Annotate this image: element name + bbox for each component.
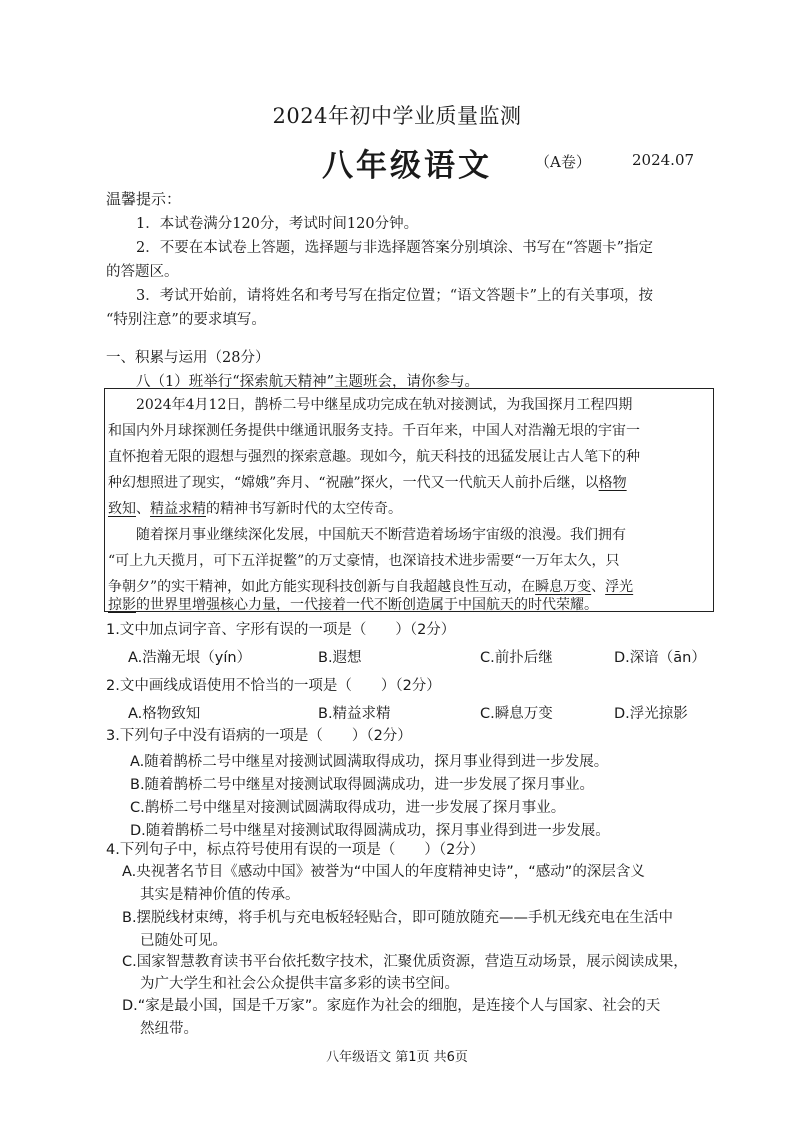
q2-option-c: C.瞬息万变 bbox=[480, 706, 553, 722]
question-2: 2.文中画线成语使用不恰当的一项是（ ）（2分） bbox=[106, 678, 441, 694]
q4-option-c-line-1: C.国家智慧教育读书平台依托数字技术，汇聚优质资源，营造互动场景，展示阅读成果， bbox=[122, 954, 688, 970]
subject-title: 八年级语文 bbox=[322, 148, 492, 184]
underlined-idiom-shunxiwanbian: 瞬息万变 bbox=[535, 579, 592, 595]
q2-option-b: B.精益求精 bbox=[318, 706, 391, 722]
q2-option-a: A.格物致知 bbox=[128, 706, 201, 722]
notice-item-2-line-2: 的答题区。 bbox=[106, 264, 179, 280]
q4-option-d-line-1: D.“家是最小国，国是千万家”。家庭作为社会的细胞，是连接个人与国家、社会的天 bbox=[122, 998, 661, 1014]
q3-option-b: B.随着鹊桥二号中继星对接测试取得圆满成功，进一步发展了探月事业。 bbox=[130, 777, 595, 793]
q4-option-b-line-2: 已随处可见。 bbox=[140, 933, 227, 949]
passage-line-4-text: 种幻想照进了现实，“嫦娥”奔月、“祝融”探火，一代又一代航天人前扑后继，以 bbox=[108, 475, 599, 491]
q2-option-d: D.浮光掠影 bbox=[614, 706, 688, 722]
q4-option-b-line-1: B.摆脱线材束缚，将手机与充电板轻轻贴合，即可随放随充——手机无线充电在生活中 bbox=[122, 910, 674, 926]
q1-option-d: D.深谙（ān） bbox=[614, 650, 706, 666]
passage-line-2: 和国内外月球探测任务提供中继通讯服务支持。千百年来，中国人对浩瀚无垠的宇宙一 bbox=[108, 423, 640, 439]
q4-option-a-line-2: 其实是精神价值的传承。 bbox=[140, 887, 300, 903]
exam-date: 2024.07 bbox=[632, 151, 695, 169]
underlined-idiom-gewuzhizhi-part2: 致知 bbox=[108, 501, 136, 517]
punctuation: 、 bbox=[136, 501, 150, 517]
q3-option-c: C.鹊桥二号中继星对接测试圆满取得成功，进一步发展了探月事业。 bbox=[130, 800, 566, 816]
q3-option-a: A.随着鹊桥二号中继星对接测试圆满取得成功，探月事业得到进一步发展。 bbox=[130, 754, 609, 770]
page-footer: 八年级语文 第1页 共6页 bbox=[326, 1050, 468, 1065]
passage-line-5 bbox=[108, 498, 402, 518]
passage-line-1: 2024年4月12日，鹊桥二号中继星成功完成在轨对接测试，为我国探月工程四期 bbox=[136, 397, 633, 413]
passage-line-7: “可上九天揽月，可下五洋捉鳖”的万丈豪情，也深谙技术进步需要“一万年太久，只 bbox=[108, 553, 620, 569]
section-1-heading: 一、积累与运用（28分） bbox=[106, 350, 270, 366]
notice-item-3-line-2: “特别注意”的要求填写。 bbox=[106, 312, 266, 328]
exam-title: 2024年初中学业质量监测 bbox=[272, 104, 522, 128]
section-1-intro: 八（1）班举行“探索航天精神”主题班会，请你参与。 bbox=[136, 374, 480, 390]
notice-item-1: 1．本试卷满分120分，考试时间120分钟。 bbox=[136, 216, 419, 232]
question-1: 1.文中加点词字音、字形有误的一项是（ ）（2分） bbox=[106, 622, 456, 638]
underlined-idiom-gewuzhizhi-part1: 格物 bbox=[598, 475, 627, 491]
passage-line-8 bbox=[108, 576, 633, 596]
q4-option-c-line-2: 为广大学生和社会公众提供丰富多彩的读书空间。 bbox=[140, 976, 459, 992]
passage-line-8-text: 争朝夕”的实干精神，如此方能实现科技创新与自我超越良性互动，在 bbox=[108, 579, 536, 595]
q3-option-d: D.随着鹊桥二号中继星对接测试取得圆满成功，探月事业得到进一步发展。 bbox=[130, 823, 610, 839]
passage-line-4 bbox=[108, 472, 627, 492]
q1-option-b: B.遐想 bbox=[318, 650, 362, 666]
q4-option-d-line-2: 然纽带。 bbox=[140, 1021, 198, 1037]
volume-label: （A卷） bbox=[535, 153, 591, 171]
passage-line-3: 直怀抱着无限的遐想与强烈的探索意趣。现如今，航天科技的迅猛发展让古人笔下的种 bbox=[108, 449, 640, 465]
q1-option-c: C.前扑后继 bbox=[480, 650, 553, 666]
notice-item-3-line-1: 3．考试开始前，请将姓名和考号写在指定位置；“语文答题卡”上的有关事项，按 bbox=[136, 288, 654, 304]
q4-option-a-line-1: A.央视著名节目《感动中国》被誉为“中国人的年度精神史诗”，“感动”的深层含义 bbox=[122, 864, 645, 880]
q1-option-a: A.浩瀚无垠（yín） bbox=[128, 650, 252, 666]
question-3: 3.下列句子中没有语病的一项是（ ）（2分） bbox=[106, 728, 412, 744]
passage-line-9-text: 的世界里增强核心力量，一代接着一代不断创造属于中国航天的时代荣耀。 bbox=[136, 597, 598, 613]
notice-heading: 温馨提示： bbox=[106, 190, 182, 208]
punctuation: 、 bbox=[591, 579, 606, 595]
question-4: 4.下列句子中，标点符号使用有误的一项是（ ）（2分） bbox=[106, 842, 485, 858]
passage-line-9 bbox=[108, 594, 598, 614]
passage-line-5-text: 的精神书写新时代的太空传奇。 bbox=[206, 501, 402, 517]
underlined-idiom-fuguanglueying-part2: 掠影 bbox=[108, 597, 136, 613]
passage-line-6: 随着探月事业继续深化发展，中国航天不断营造着场场宇宙级的浪漫。我们拥有 bbox=[136, 527, 626, 543]
notice-item-2-line-1: 2．不要在本试卷上答题，选择题与非选择题答案分别填涂、书写在“答题卡”指定 bbox=[136, 240, 654, 256]
underlined-idiom-fuguanglueying-part1: 浮光 bbox=[605, 579, 634, 595]
underlined-idiom-jingyiqiujing: 精益求精 bbox=[150, 501, 206, 517]
